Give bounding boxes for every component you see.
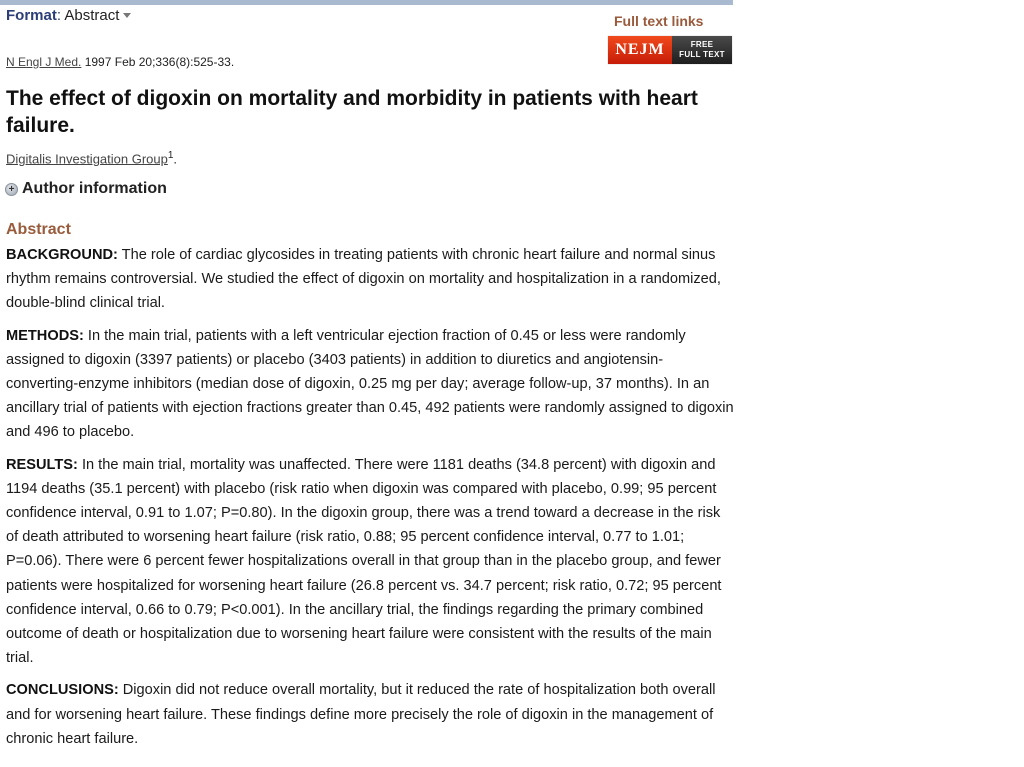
author-link[interactable]: Digitalis Investigation Group [6, 151, 168, 167]
section-text: Digoxin did not reduce overall mortality, but it reduced the rate of hospitalization both overall and for worsening heart failure. These findings define more precisely the role of digoxin in the management of chronic heart failure. [6, 682, 716, 747]
journal-link[interactable]: N Engl J Med. [6, 55, 82, 69]
format-value[interactable]: Abstract [64, 7, 120, 24]
abstract-section-conclusions [6, 678, 734, 751]
format-colon: : [56, 7, 62, 24]
full-text-label: FULL TEXT [679, 50, 725, 59]
citation-details: 1997 Feb 20;336(8):525-33. [81, 55, 235, 69]
abstract-heading: Abstract [6, 221, 71, 238]
section-label: RESULTS: [6, 456, 78, 473]
expand-plus-icon[interactable]: + [5, 183, 18, 196]
full-text-links-heading: Full text links [614, 13, 704, 29]
format-label: Format [6, 7, 57, 24]
section-label: METHODS: [6, 327, 84, 344]
abstract-section-results [6, 453, 734, 671]
nejm-free-full-text-link[interactable] [608, 36, 732, 64]
author-information-label: Author information [22, 180, 167, 197]
abstract-section-methods [6, 324, 734, 445]
chevron-down-icon[interactable] [123, 13, 131, 18]
author-list [6, 150, 177, 166]
section-text: In the main trial, patients with a left ventricular ejection fraction of 0.45 or less were randomly assigned to digoxin (3397 patients) or placebo (3403 patients) in addition to diuretics and angiotensin-converting-enzyme inhibitors (median dose of digoxin, 0.25 mg per day; average follow-up, 37 months). In an ancillary trial of patients with ejection fractions greater than 0.45, 492 patients were randomly assigned to digoxin and 496 to placebo. [6, 327, 734, 441]
citation [6, 55, 234, 69]
free-label: FREE [690, 40, 714, 49]
article-title: The effect of digoxin on mortality and morbidity in patients with heart failure. [6, 87, 698, 137]
nejm-logo: NEJM [608, 36, 672, 64]
section-text: The role of cardiac glycosides in treating patients with chronic heart failure and normal sinus rhythm remains controversial. We studied the effect of digoxin on mortality and hospitalization in a randomized, double-blind clinical trial. [6, 247, 721, 312]
abstract-section-background [6, 243, 734, 316]
abstract-body [6, 243, 734, 759]
format-selector[interactable] [6, 7, 131, 25]
author-affiliation-marker[interactable]: 1 [167, 150, 174, 161]
author-information-toggle[interactable] [5, 180, 167, 198]
section-label: BACKGROUND: [6, 247, 118, 263]
top-divider-bar [0, 0, 733, 5]
section-text: In the main trial, mortality was unaffected. There were 1181 deaths (34.8 percent) with digoxin and 1194 deaths (35.1 percent) with placebo (risk ratio when digoxin was compared with placebo, 0.99; 95 percent confidence interval, 0.91 to 1.07; P=0.80). In the digoxin group, there was a trend toward a decrease in the risk of death attributed to worsening heart failure (risk ratio, 0.88; 95 percent confidence interval, 0.77 to 1.01; P=0.06). There were 6 percent fewer hospitalizations overall in that group than in the placebo group, and fewer patients were hospitalized for worsening heart failure (26.8 percent vs. 34.7 percent; risk ratio, 0.72; 95 percent confidence interval, 0.66 to 0.79; P<0.001). In the ancillary trial, the findings regarding the primary combined outcome of death or hospitalization due to worsening heart failure were consistent with the results of the main trial. [6, 456, 722, 667]
free-full-text-label [672, 36, 732, 64]
section-label: CONCLUSIONS: [6, 682, 119, 699]
author-suffix: . [173, 151, 178, 167]
